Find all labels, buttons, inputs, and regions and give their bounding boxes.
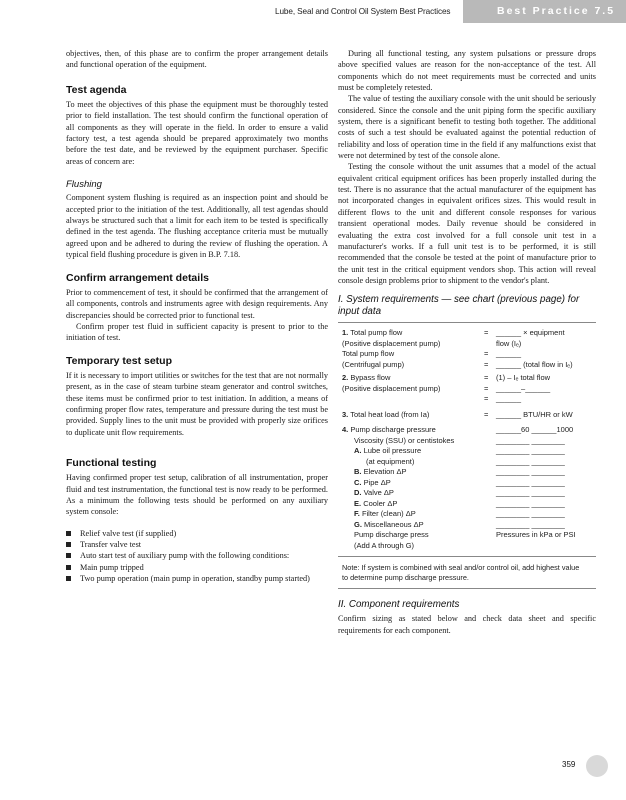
table-row: (Centrifugal pump) = ______ (total flow in Iₑ) [342, 359, 573, 369]
component-requirements-title: II. Component requirements [338, 599, 460, 611]
heading-flushing: Flushing [66, 179, 102, 191]
intro-paragraph: objectives, then, of this phase are to confirm the proper arrangement details and functional operation of the equipment. [66, 49, 328, 70]
heading-confirm-arrangement: Confirm arrangement details [66, 271, 209, 284]
divider [338, 322, 596, 323]
table-row: (Positive displacement pump) flow (Iₑ) [342, 338, 522, 348]
list-item: Auto start test of auxiliary pump with the following conditions: [66, 550, 328, 561]
page-header [0, 0, 626, 26]
component-requirements-paragraph: Confirm sizing as stated below and check data sheet and specific requirements for each component. [338, 614, 596, 635]
table-row: (Positive displacement pump) = ______–______ [342, 383, 551, 393]
table-row: Total pump flow = ______ [342, 349, 522, 359]
table-row: (at equipment) ________ ________ [366, 456, 565, 466]
divider [338, 588, 596, 589]
table-row: C. Pipe ΔP ________ ________ [354, 477, 565, 487]
table-row: 4. Pump discharge pressure ______60 ______1000 [342, 425, 574, 435]
table-row: = ______ [484, 394, 522, 404]
table-row: 1. Total pump flow = ______ × equipment [342, 328, 565, 338]
page-number: 359 [562, 760, 576, 769]
divider [338, 556, 596, 557]
heading-test-agenda: Test agenda [66, 83, 127, 96]
temporary-setup-paragraph: If it is necessary to import utilities or switches for the test that are not normally present, as in the case of steam turbine steam generator and control switches, these items must be confirmed prior to test initiation. In addition, a means of confirming proper flow rates, temperature and pressure during the test must be provided. Supply lines to the unit must be provided with properly size orifices to duplicate unit flow requirements. [66, 370, 328, 437]
table-row: Pump discharge press Pressures in kPa or PSI [354, 530, 576, 540]
confirm-paragraph-2: Confirm proper test fluid in sufficient capacity is present to prior to the initiation of test. [66, 321, 328, 343]
system-requirements-table [338, 328, 596, 551]
right-paragraph-1: During all functional testing, any system pulsations or pressure drops above specified values are reason for the non-acceptance of the test. All components which do not meet requirements must be corrected and units must be completely retested. [338, 49, 596, 93]
table-row: D. Valve ΔP ________ ________ [354, 488, 565, 498]
right-paragraph-3: Testing the console without the unit assumes that a model of the actual equivalent critical equipment orifices has been properly installed during the test. There is no assurance that the actual manufacturer of the equipment has not incorporated changes in equivalent orifices sizes. This would result in different flows to the unit and different console responses for various transient operational modes. Daily revenue should be considered in evaluating the extra cost involved for a full console unit test in a manufacturer's works. If a full unit test is to be performed, it is still recommended that the console be tested at the point of manufacture prior to the unit test in the critical equipment vendors shop. This action will reveal console design problems prior to shipment to the vendor's plant. [338, 162, 596, 285]
table-row: G. Miscellaneous ΔP ________ ________ [354, 519, 565, 529]
table-row: 2. Bypass flow = (1) – Iₑ total flow [342, 373, 551, 383]
system-note: Note: If system is combined with seal and/or control oil, add highest value to determine pump discharge pressure. [342, 563, 580, 583]
list-item: Relief valve test (if supplied) [66, 528, 328, 539]
list-item: Two pump operation (main pump in operation, standby pump started) [66, 573, 328, 584]
flushing-paragraph: Component system flushing is required as an inspection point and should be accepted prior to the initiation of the test. Additionally, all test agendas should always be structured such that a limit for each item to be tested is specifically defined in the test agenda. The flushing acceptance criteria must be mutually agreed upon and be adhered to during the review of flushing the operation. A typical field flushing procedure is given in B.P. 7.18. [66, 193, 328, 260]
confirm-paragraph-1: Prior to commencement of test, it should be confirmed that the arrangement of all components, controls and instruments agree with design requirements. Any discrepancies should be corrected prior to functional test. [66, 287, 328, 320]
functional-test-list [66, 528, 328, 585]
right-column [338, 48, 596, 636]
heading-temporary-setup: Temporary test setup [66, 354, 172, 367]
table-row: F. Filter (clean) ΔP ________ ________ [354, 509, 565, 519]
system-requirements-title: I. System requirements — see chart (previous page) for input data [338, 294, 580, 318]
table-row: 3. Total heat load (from Ia) = ______ BTU/HR or kW [342, 409, 573, 419]
heading-functional-testing: Functional testing [66, 456, 157, 469]
table-row: A. Lube oil pressure ________ ________ [354, 446, 565, 456]
table-row: B. Elevation ΔP ________ ________ [354, 467, 565, 477]
test-agenda-paragraph: To meet the objectives of this phase the equipment must be thoroughly tested prior to field installation. The test should confirm the functional operation of all components as they will operate in the field. In order to ensure a valid factory test, a test agenda should be prepared approximately two months before the test date, and be reviewed by the equipment purchaser. Specific areas of concern are: [66, 100, 328, 166]
table-row: E. Cooler ΔP ________ ________ [354, 498, 565, 508]
best-practice-badge: Best Practice 7.5 [463, 0, 626, 23]
table-row: Viscosity (SSU) or centistokes ________ ________ [354, 435, 565, 445]
page-corner-decoration [586, 755, 608, 777]
list-item: Transfer valve test [66, 539, 328, 550]
right-paragraph-2: The value of testing the auxiliary console with the unit should be seriously considered. Since the console and the unit piping form the specific auxiliary system, there is a significant benefit to testing both together. The additional costs of such a test should be evaluated against the potential reduction of reliability and loss of operation time in the field if any malfunctions exist that were not determined by test of the console alone. [338, 94, 596, 161]
functional-testing-paragraph: Having confirmed proper test setup, calibration of all instrumentation, proper fluid and test instrumentation, the functional test is now ready to be performed. As a minimum the following tests should be performed on any auxiliary system console: [66, 473, 328, 517]
left-column [66, 48, 328, 584]
running-title: Lube, Seal and Control Oil System Best Practices [275, 7, 451, 16]
table-row: (Add A through G) [354, 540, 415, 550]
list-item: Main pump tripped [66, 562, 328, 573]
